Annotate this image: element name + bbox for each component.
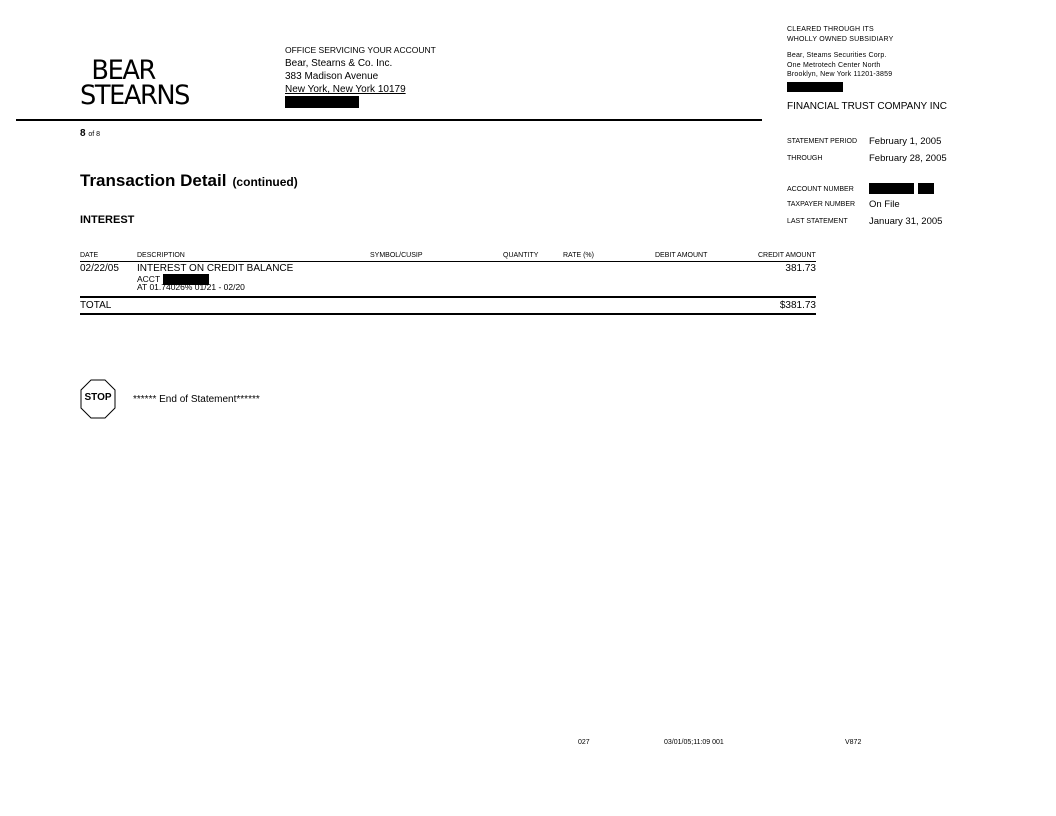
logo-line-1: BEAR — [91, 55, 155, 86]
statement-period-label: STATEMENT PERIOD — [787, 138, 858, 145]
clearing-address2: Brooklyn, New York 11201-3859 — [787, 71, 893, 78]
total-value: $381.73 — [779, 300, 816, 311]
clearing-line1: CLEARED THROUGH ITS — [787, 26, 874, 33]
row-description — [137, 263, 293, 293]
account-number-label: ACCOUNT NUMBER — [787, 186, 854, 193]
row-detail: AT 01.74026% 01/21 - 02/20 — [137, 282, 245, 293]
office-label: OFFICE SERVICING YOUR ACCOUNT — [285, 45, 436, 55]
column-header-debit: DEBIT AMOUNT — [655, 252, 708, 259]
footer-timestamp: 03/01/05;11:09 001 — [664, 739, 724, 746]
row-acct-label: ACCT — [137, 274, 161, 285]
end-of-statement: ****** End of Statement****** — [133, 394, 260, 405]
page-title — [80, 171, 298, 191]
statement-period-start: February 1, 2005 — [869, 136, 942, 147]
stop-icon-label: STOP — [84, 392, 112, 403]
page-number-value: 8 — [80, 128, 86, 139]
office-address — [285, 44, 436, 112]
taxpayer-number-value: On File — [869, 199, 900, 210]
stop-icon — [80, 379, 116, 419]
clearing-name: Bear, Steams Securities Corp. — [787, 52, 887, 59]
account-holder-name: FINANCIAL TRUST COMPANY INC — [787, 101, 948, 112]
clearing-info — [787, 25, 894, 95]
bear-stearns-logo — [80, 55, 190, 111]
column-header-rate: RATE (%) — [563, 252, 594, 259]
page-number — [80, 128, 100, 139]
column-header-description: DESCRIPTION — [137, 252, 185, 259]
statement-period-end: February 28, 2005 — [869, 153, 947, 164]
taxpayer-number-label: TAXPAYER NUMBER — [787, 201, 856, 208]
page-total: of 8 — [88, 131, 101, 138]
office-address-line2: New York, New York 10179 — [285, 84, 406, 95]
row-date: 02/22/05 — [80, 263, 119, 274]
footer-version: V872 — [845, 739, 862, 746]
last-statement-value: January 31, 2005 — [869, 216, 943, 227]
through-label: THROUGH — [787, 155, 823, 162]
column-header-date: DATE — [80, 252, 99, 259]
redacted-block — [285, 96, 359, 108]
office-name: Bear, Stearns & Co. Inc. — [285, 58, 393, 69]
footer-code: 027 — [578, 739, 590, 746]
page-title-text: Transaction Detail — [80, 171, 227, 190]
clearing-line2: WHOLLY OWNED SUBSIDIARY — [787, 35, 894, 43]
header-divider — [16, 119, 762, 121]
redacted-account-number — [869, 183, 914, 194]
redacted-block — [787, 82, 843, 92]
column-header-credit: CREDIT AMOUNT — [758, 252, 816, 259]
section-heading: INTEREST — [80, 214, 135, 226]
page-title-continued: (continued) — [232, 175, 298, 189]
total-bottom-rule — [80, 313, 816, 315]
redacted-account-suffix — [918, 183, 934, 194]
clearing-address1: One Metrotech Center North — [787, 61, 881, 69]
office-address-line1: 383 Madison Avenue — [285, 71, 379, 82]
column-header-quantity: QUANTITY — [503, 252, 539, 259]
last-statement-label: LAST STATEMENT — [787, 218, 848, 225]
total-label: TOTAL — [80, 300, 112, 311]
logo-line-2: STEARNS — [80, 80, 190, 111]
column-header-symbol: SYMBOL/CUSIP — [370, 252, 423, 259]
total-top-rule — [80, 296, 816, 298]
row-description-text: INTEREST ON CREDIT BALANCE — [137, 263, 294, 274]
table-header-rule — [80, 261, 816, 262]
row-credit-amount: 381.73 — [785, 263, 816, 274]
